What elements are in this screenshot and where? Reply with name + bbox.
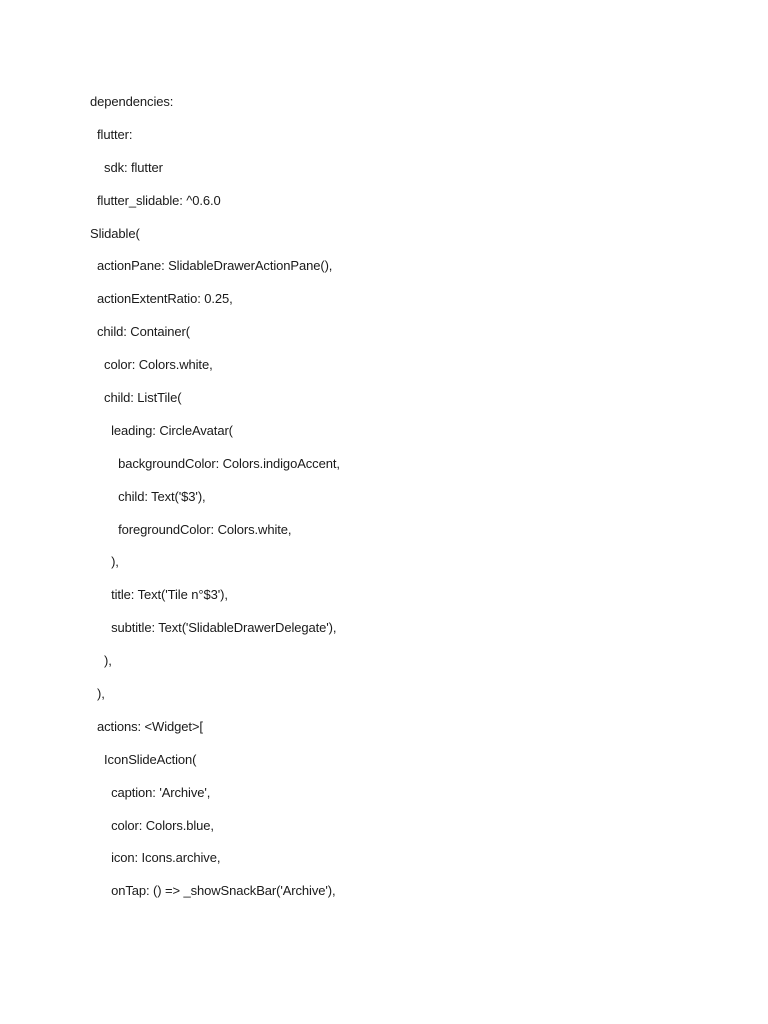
code-line: actionPane: SlidableDrawerActionPane(),: [90, 258, 333, 274]
code-line: flutter_slidable: ^0.6.0: [90, 192, 221, 208]
code-line: backgroundColor: Colors.indigoAccent,: [90, 455, 340, 471]
code-line: child: Container(: [90, 324, 190, 340]
code-line: onTap: () => _showSnackBar('Archive'),: [90, 883, 336, 899]
code-line: foregroundColor: Colors.white,: [90, 521, 292, 537]
code-line: ),: [90, 686, 105, 702]
code-line: flutter:: [90, 126, 133, 142]
code-line: leading: CircleAvatar(: [90, 422, 233, 438]
code-line: actionExtentRatio: 0.25,: [90, 291, 233, 307]
code-line: child: Text('$3'),: [90, 488, 206, 504]
code-line: child: ListTile(: [90, 390, 182, 406]
code-line: icon: Icons.archive,: [90, 850, 221, 866]
code-line: IconSlideAction(: [90, 751, 197, 767]
code-line: sdk: flutter: [90, 159, 163, 175]
code-line: title: Text('Tile n°$3'),: [90, 587, 228, 603]
code-line: actions: <Widget>[: [90, 718, 203, 734]
code-listing: [90, 92, 340, 914]
code-line: Slidable(: [90, 225, 140, 241]
code-line: color: Colors.white,: [90, 357, 213, 373]
code-line: caption: 'Archive',: [90, 784, 211, 800]
code-line: subtitle: Text('SlidableDrawerDelegate'),: [90, 620, 337, 636]
code-line: ),: [90, 554, 119, 570]
code-line: dependencies:: [90, 94, 174, 109]
code-line: ),: [90, 653, 112, 669]
code-line: color: Colors.blue,: [90, 817, 214, 833]
